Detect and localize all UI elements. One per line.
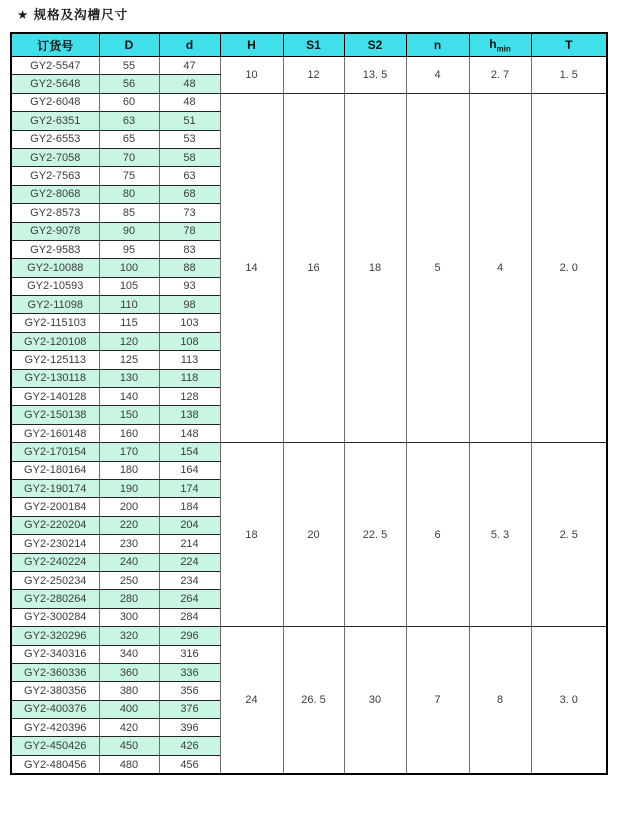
D-cell: 300 [99,608,159,626]
order-no-cell: GY2-130118 [11,369,99,387]
d-cell: 138 [159,406,220,424]
T-merged-cell: 3. 0 [531,627,607,775]
order-no-cell: GY2-120108 [11,332,99,350]
order-no-cell: GY2-180164 [11,461,99,479]
d-cell: 316 [159,645,220,663]
D-cell: 63 [99,112,159,130]
H-merged-cell: 10 [220,57,283,94]
d-cell: 93 [159,277,220,295]
order-no-cell: GY2-230214 [11,535,99,553]
order-no-cell: GY2-190174 [11,479,99,497]
hmin-merged-cell: 2. 7 [469,57,531,94]
order-no-cell: GY2-220204 [11,516,99,534]
D-cell: 95 [99,240,159,258]
table-row [11,627,607,645]
D-cell: 115 [99,314,159,332]
order-no-cell: GY2-9583 [11,240,99,258]
d-cell: 296 [159,627,220,645]
D-cell: 280 [99,590,159,608]
D-cell: 90 [99,222,159,240]
table-row [11,57,607,75]
d-cell: 184 [159,498,220,516]
order-no-cell: GY2-360336 [11,663,99,681]
order-no-cell: GY2-8573 [11,204,99,222]
S2-merged-cell: 13. 5 [344,57,406,94]
order-no-cell: GY2-170154 [11,443,99,461]
order-no-cell: GY2-10088 [11,259,99,277]
order-no-cell: GY2-450426 [11,737,99,755]
table-row [11,443,607,461]
D-cell: 400 [99,700,159,718]
D-cell: 240 [99,553,159,571]
d-cell: 284 [159,608,220,626]
d-cell: 214 [159,535,220,553]
column-header-D: D [99,33,159,57]
order-no-cell: GY2-150138 [11,406,99,424]
D-cell: 125 [99,351,159,369]
d-cell: 426 [159,737,220,755]
D-cell: 180 [99,461,159,479]
d-cell: 396 [159,719,220,737]
D-cell: 60 [99,93,159,111]
d-cell: 63 [159,167,220,185]
D-cell: 420 [99,719,159,737]
S1-merged-cell: 20 [283,443,344,627]
S1-merged-cell: 12 [283,57,344,94]
order-no-cell: GY2-11098 [11,296,99,314]
n-merged-cell: 5 [406,93,469,442]
D-cell: 65 [99,130,159,148]
column-header-d: d [159,33,220,57]
order-no-cell: GY2-115103 [11,314,99,332]
D-cell: 130 [99,369,159,387]
D-cell: 140 [99,388,159,406]
spec-table-body [11,57,607,775]
d-cell: 98 [159,296,220,314]
D-cell: 340 [99,645,159,663]
T-merged-cell: 2. 0 [531,93,607,442]
D-cell: 380 [99,682,159,700]
order-no-cell: GY2-400376 [11,700,99,718]
d-cell: 51 [159,112,220,130]
d-cell: 48 [159,93,220,111]
column-header-order_no: 订货号 [11,33,99,57]
order-no-cell: GY2-320296 [11,627,99,645]
d-cell: 118 [159,369,220,387]
order-no-cell: GY2-250234 [11,571,99,589]
D-cell: 200 [99,498,159,516]
D-cell: 100 [99,259,159,277]
column-header-S1: S1 [283,33,344,57]
D-cell: 360 [99,663,159,681]
d-cell: 58 [159,148,220,166]
D-cell: 110 [99,296,159,314]
d-cell: 73 [159,204,220,222]
D-cell: 80 [99,185,159,203]
order-no-cell: GY2-5648 [11,75,99,93]
d-cell: 53 [159,130,220,148]
order-no-cell: GY2-6351 [11,112,99,130]
D-cell: 150 [99,406,159,424]
hmin-merged-cell: 4 [469,93,531,442]
order-no-cell: GY2-6048 [11,93,99,111]
D-cell: 450 [99,737,159,755]
d-cell: 108 [159,332,220,350]
order-no-cell: GY2-6553 [11,130,99,148]
d-cell: 456 [159,755,220,774]
d-cell: 83 [159,240,220,258]
H-merged-cell: 14 [220,93,283,442]
d-cell: 88 [159,259,220,277]
order-no-cell: GY2-8068 [11,185,99,203]
T-merged-cell: 2. 5 [531,443,607,627]
d-cell: 264 [159,590,220,608]
hmin-merged-cell: 8 [469,627,531,775]
column-header-H: H [220,33,283,57]
d-cell: 174 [159,479,220,497]
d-cell: 356 [159,682,220,700]
S2-merged-cell: 30 [344,627,406,775]
D-cell: 480 [99,755,159,774]
order-no-cell: GY2-300284 [11,608,99,626]
S1-merged-cell: 16 [283,93,344,442]
d-cell: 103 [159,314,220,332]
D-cell: 55 [99,57,159,75]
S1-merged-cell: 26. 5 [283,627,344,775]
order-no-cell: GY2-480456 [11,755,99,774]
column-header-n: n [406,33,469,57]
n-merged-cell: 7 [406,627,469,775]
D-cell: 70 [99,148,159,166]
D-cell: 105 [99,277,159,295]
d-cell: 204 [159,516,220,534]
table-row [11,93,607,111]
n-merged-cell: 6 [406,443,469,627]
H-merged-cell: 24 [220,627,283,775]
order-no-cell: GY2-125113 [11,351,99,369]
order-no-cell: GY2-140128 [11,388,99,406]
d-cell: 148 [159,424,220,442]
d-cell: 164 [159,461,220,479]
d-cell: 47 [159,57,220,75]
D-cell: 220 [99,516,159,534]
order-no-cell: GY2-7563 [11,167,99,185]
S2-merged-cell: 22. 5 [344,443,406,627]
order-no-cell: GY2-380356 [11,682,99,700]
page-title: ★ 规格及沟槽尺寸 [17,8,129,22]
d-cell: 78 [159,222,220,240]
D-cell: 230 [99,535,159,553]
D-cell: 56 [99,75,159,93]
T-merged-cell: 1. 5 [531,57,607,94]
D-cell: 75 [99,167,159,185]
hmin-merged-cell: 5. 3 [469,443,531,627]
D-cell: 160 [99,424,159,442]
order-no-cell: GY2-200184 [11,498,99,516]
order-no-cell: GY2-340316 [11,645,99,663]
d-cell: 234 [159,571,220,589]
header-row [11,33,607,57]
column-header-hmin: $h_{min}$ [469,33,531,57]
column-header-T: T [531,33,607,57]
column-header-S2: S2 [344,33,406,57]
order-no-cell: GY2-5547 [11,57,99,75]
order-no-cell: GY2-280264 [11,590,99,608]
D-cell: 120 [99,332,159,350]
order-no-cell: GY2-9078 [11,222,99,240]
d-cell: 48 [159,75,220,93]
d-cell: 336 [159,663,220,681]
d-cell: 154 [159,443,220,461]
order-no-cell: GY2-7058 [11,148,99,166]
order-no-cell: GY2-160148 [11,424,99,442]
D-cell: 85 [99,204,159,222]
d-cell: 68 [159,185,220,203]
D-cell: 250 [99,571,159,589]
n-merged-cell: 4 [406,57,469,94]
S2-merged-cell: 18 [344,93,406,442]
d-cell: 113 [159,351,220,369]
d-cell: 376 [159,700,220,718]
d-cell: 224 [159,553,220,571]
order-no-cell: GY2-10593 [11,277,99,295]
d-cell: 128 [159,388,220,406]
D-cell: 170 [99,443,159,461]
D-cell: 320 [99,627,159,645]
spec-table [10,32,608,775]
order-no-cell: GY2-420396 [11,719,99,737]
D-cell: 190 [99,479,159,497]
H-merged-cell: 18 [220,443,283,627]
order-no-cell: GY2-240224 [11,553,99,571]
